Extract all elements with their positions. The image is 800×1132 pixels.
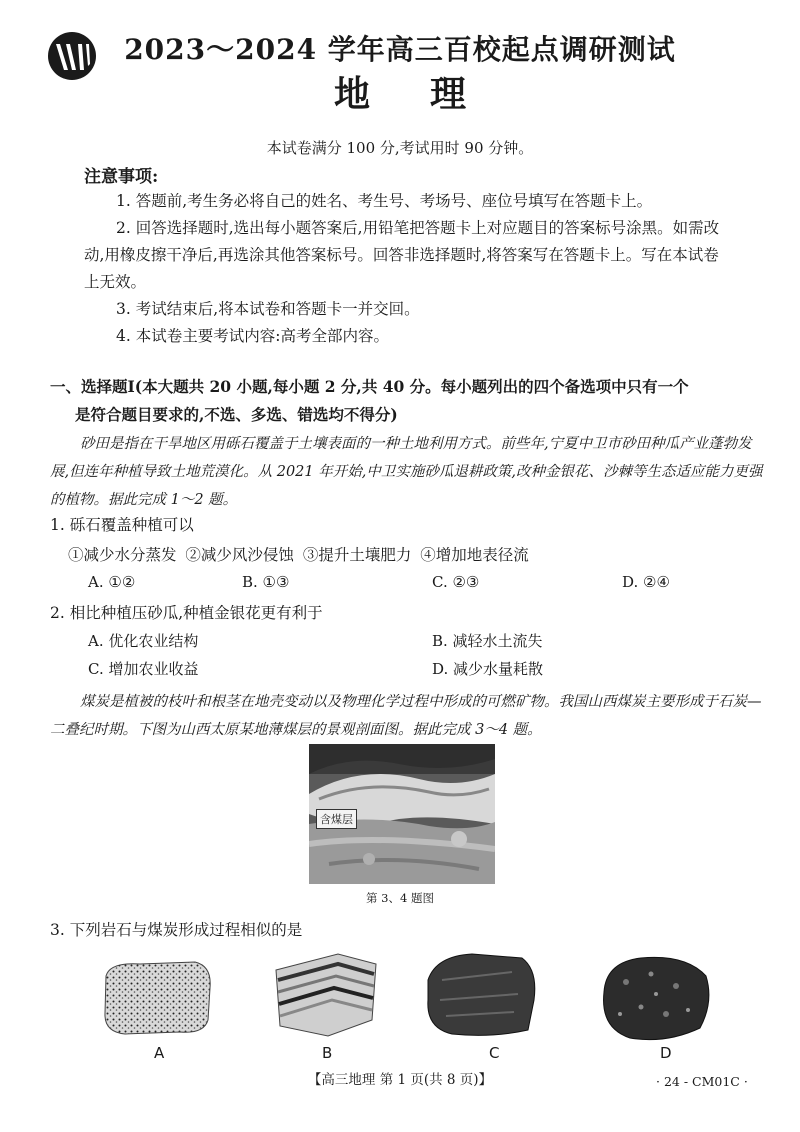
rock-d-image[interactable] [596,952,716,1044]
question-3-stem: 3. 下列岩石与煤炭形成过程相似的是 [50,921,303,939]
question-2-option-c[interactable]: C. 增加农业收益 [88,660,199,678]
question-1-stem: 1. 砾石覆盖种植可以 [50,516,194,534]
section-line: 一、选择题Ⅰ(本大题共 20 小题,每小题 2 分,共 40 分。每小题列出的四个备选项中只有一个 [50,377,689,396]
question-1-statements: ①减少水分蒸发 ②减少风沙侵蚀 ③提升土壤肥力 ④增加地表径流 [68,546,529,564]
coal-layer-label: 含煤层 [316,809,357,829]
subject-title: 地理 [333,73,526,115]
question-1-option-b[interactable]: B. ①③ [242,573,290,591]
notice-item: 1. 答题前,考生务必将自己的姓名、考生号、考场号、座位号填写在答题卡上。 [116,192,653,210]
question-2-stem: 2. 相比种植压砂瓜,种植金银花更有利于 [50,604,323,622]
rock-d-label: D [660,1044,672,1062]
section-heading [50,373,770,429]
notice-item: 3. 考试结束后,将本试卷和答题卡一并交回。 [116,300,420,318]
section-line: 是符合题目要求的,不选、多选、错选均不得分) [75,405,398,424]
rock-b-label: B [322,1044,333,1062]
paper-code: · 24 - CM01C · [656,1074,748,1089]
notice-item: 2. 回答选择题时,选出每小题答案后,用铅笔把答题卡上对应题目的答案标号涂黑。如需改动,用橡皮擦干净后,再选涂其他答案标号。回答非选择题时,将答案写在答题卡上。写在本试卷上无效。 [84,219,720,291]
rock-c-image[interactable] [422,950,542,1040]
notice-heading: 注意事项: [84,167,159,187]
figure-caption: 第 3、4 题图 [366,891,434,905]
notice-list [84,188,734,350]
question-1-option-a[interactable]: A. ①② [88,573,136,591]
rock-c-label: C [489,1044,500,1062]
question-2-option-d[interactable]: D. 减少水量耗散 [432,660,544,678]
question-1-option-d[interactable]: D. ②④ [622,573,670,591]
exam-info: 本试卷满分 100 分,考试用时 90 分钟。 [266,139,534,157]
rock-a-label: A [154,1044,165,1062]
question-2-option-a[interactable]: A. 优化农业结构 [88,632,199,650]
exam-title: 2023～2024 学年高三百校起点调研测试 [124,33,676,66]
rock-a-image[interactable] [100,958,215,1038]
passage-1: 砂田是指在干旱地区用砾石覆盖于土壤表面的一种土地利用方式。前些年,宁夏中卫市砂田种瓜产业蓬勃发展,但连年种植导致土地荒漠化。从 2021 年开始,中卫实施砂瓜退耕政策,改种金银花、沙棘等生态适应能力更强的植物。据此完成 1～2 题。 [50,436,763,508]
page-footer: 【高三地理 第 1 页(共 8 页)】 [307,1072,493,1088]
notice-item: 4. 本试卷主要考试内容:高考全部内容。 [116,327,389,345]
passage-2: 煤炭是植被的枝叶和根茎在地壳变动以及物理化学过程中形成的可燃矿物。我国山西煤炭主要形成于石炭—二叠纪时期。下图为山西太原某地薄煤层的景观剖面图。据此完成 3～4 题。 [50,694,762,738]
rock-b-image[interactable] [268,950,383,1040]
question-1-option-c[interactable]: C. ②③ [432,573,480,591]
question-2-option-b[interactable]: B. 减轻水土流失 [432,632,543,650]
